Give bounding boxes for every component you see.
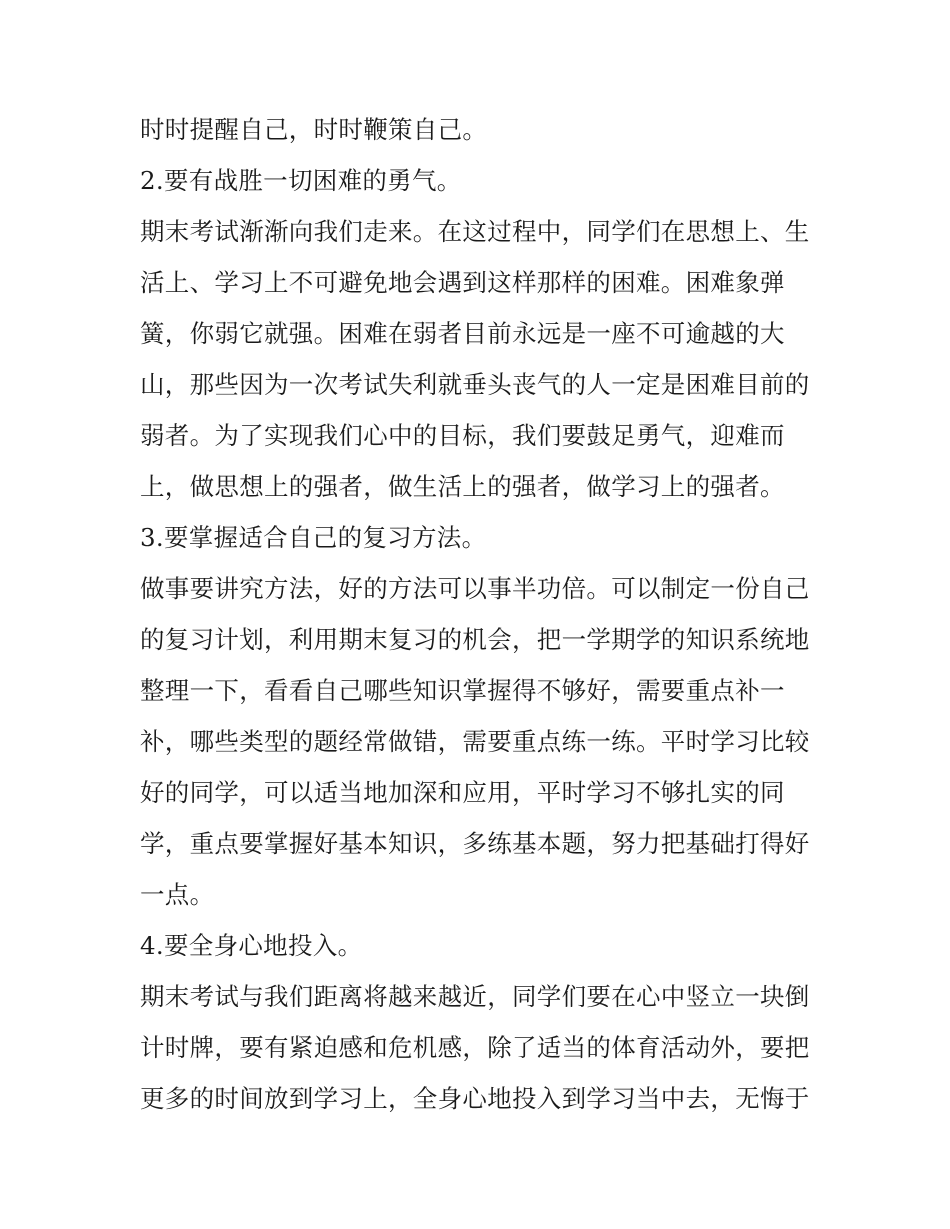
text-line: 时时提醒自己，时时鞭策自己。 xyxy=(140,115,488,144)
section-heading-3: 3.要掌握适合自己的复习方法。 xyxy=(140,523,487,552)
section-heading-2: 2.要有战胜一切困难的勇气。 xyxy=(140,166,462,195)
text-line: 期末考试渐渐向我们走来。在这过程中，同学们在思想上、生 xyxy=(140,217,810,246)
text-line: 好的同学，可以适当地加深和应用，平时学习不够扎实的同 xyxy=(140,778,785,807)
text-line: 上，做思想上的强者，做生活上的强者，做学习上的强者。 xyxy=(140,472,785,501)
text-line: 活上、学习上不可避免地会遇到这样那样的困难。困难象弹 xyxy=(140,268,785,297)
text-line: 更多的时间放到学习上，全身心地投入到学习当中去，无悔于 xyxy=(140,1084,810,1113)
text-line: 学，重点要掌握好基本知识，多练基本题，努力把基础打得好 xyxy=(140,829,810,858)
section-heading-4: 4.要全身心地投入。 xyxy=(140,931,363,960)
text-line: 弱者。为了实现我们心中的目标，我们要鼓足勇气，迎难而 xyxy=(140,421,785,450)
text-line: 计时牌，要有紧迫感和危机感，除了适当的体育活动外，要把 xyxy=(140,1033,810,1062)
text-line: 的复习计划，利用期末复习的机会，把一学期学的知识系统地 xyxy=(140,625,810,654)
text-line: 补，哪些类型的题经常做错，需要重点练一练。平时学习比较 xyxy=(140,727,810,756)
text-line: 一点。 xyxy=(140,880,215,909)
text-line: 整理一下，看看自己哪些知识掌握得不够好，需要重点补一 xyxy=(140,676,785,705)
text-line: 簧，你弱它就强。困难在弱者目前永远是一座不可逾越的大 xyxy=(140,319,785,348)
text-line: 期末考试与我们距离将越来越近，同学们要在心中竖立一块倒 xyxy=(140,982,810,1011)
text-line: 做事要讲究方法，好的方法可以事半功倍。可以制定一份自己 xyxy=(140,574,810,603)
text-line: 山，那些因为一次考试失利就垂头丧气的人一定是困难目前的 xyxy=(140,370,810,399)
document-body xyxy=(140,104,820,1124)
